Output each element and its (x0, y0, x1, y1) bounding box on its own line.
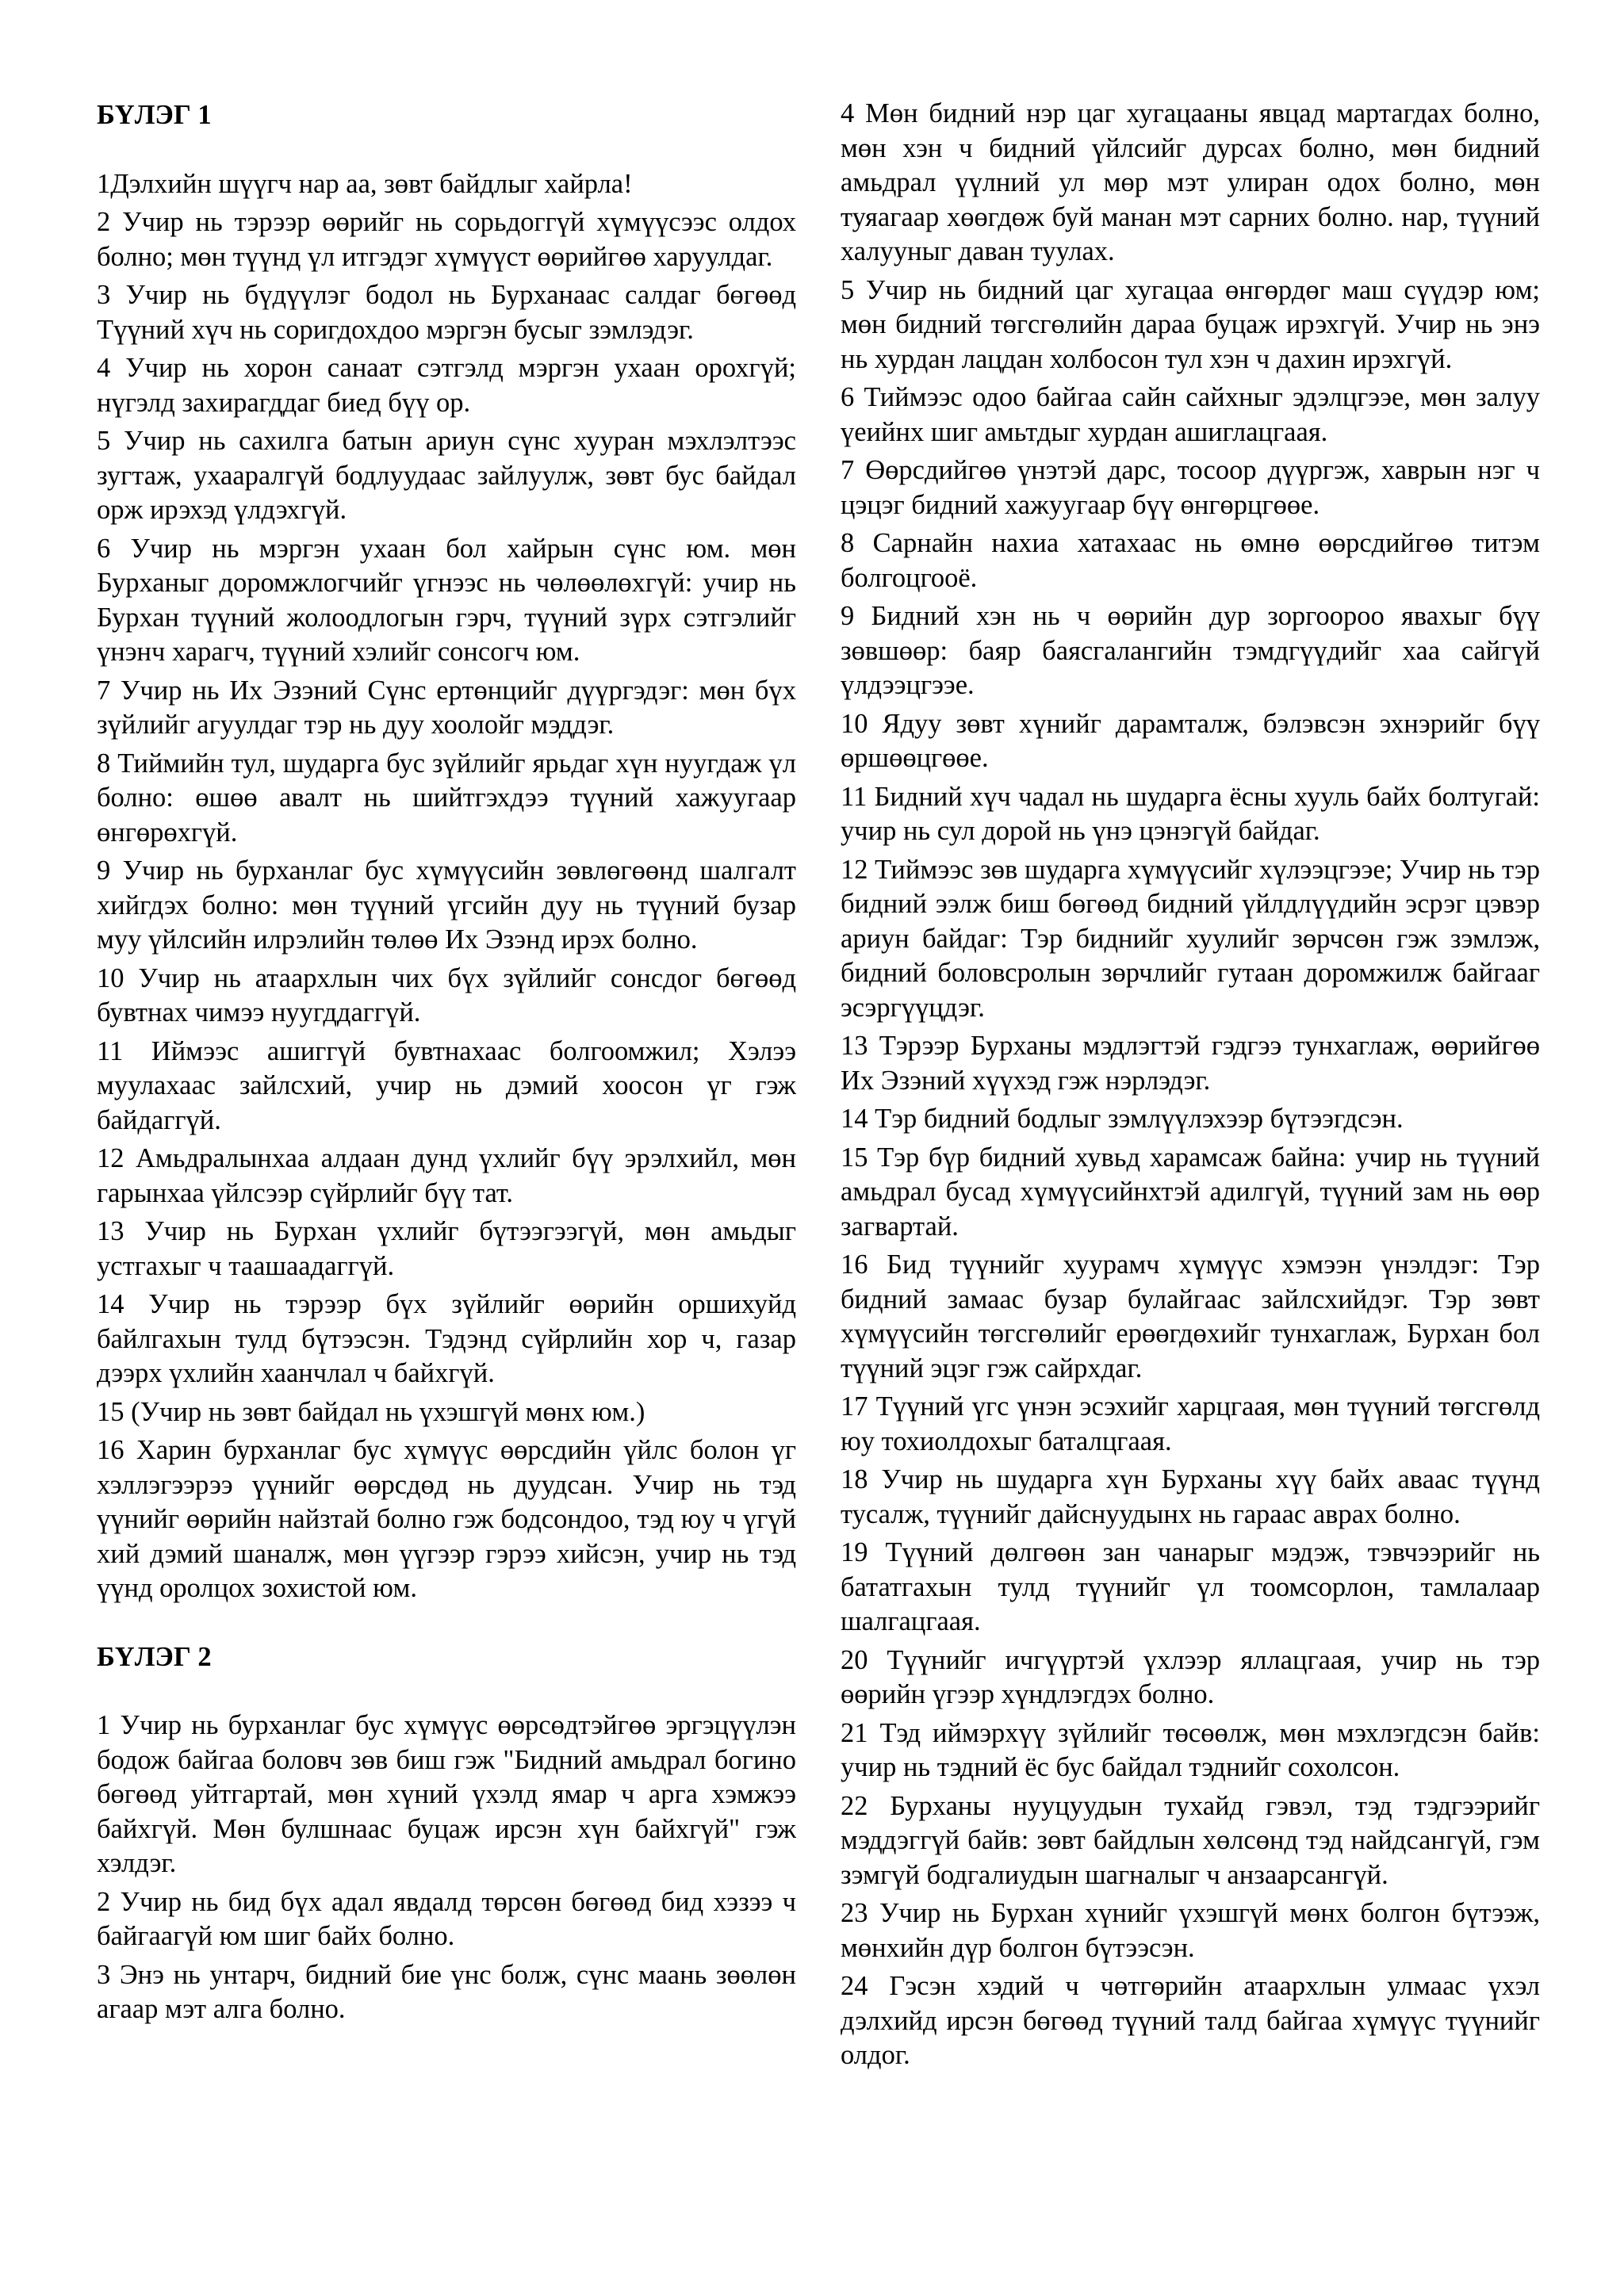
verse: 1 Учир нь бурханлаг бус хүмүүс өөрсөдтэйгөө эргэцүүлэн бодож байгаа боловч зөв биш гэж "Бидний амьдрал богино бөгөөд уйтгартай, мөн хүний үхэлд ямар ч арга хэмжээ байхгүй. Мөн булшнаас буцаж ирсэн хүн байхгүй" гэж хэлдэг. (97, 1710, 796, 1878)
verse: 7 Өөрсдийгөө үнэтэй дарс, тосоор дүүргэж, хаврын нэг ч цэцэг бидний хажуугаар бүү өнгөрцгөөе. (841, 455, 1540, 520)
verse: 3 Энэ нь унтарч, бидний бие үнс болж, сүнс маань зөөлөн агаар мэт алга болно. (97, 1959, 796, 2024)
verse: 21 Тэд иймэрхүү зүйлийг төсөөлж, мөн мэхлэгдсэн байв: учир нь тэдний ёс бус байдал тэднийг сохолсон. (841, 1717, 1540, 1782)
verse: 3 Учир нь бүдүүлэг бодол нь Бурханаас салдаг бөгөөд Түүний хүч нь соригдохдоо мэргэн бусыг зэмлэдэг. (97, 280, 796, 345)
verse: 16 Харин бурханлаг бус хүмүүс өөрсдийн үйлс болон үг хэллэгээрээ үүнийг өөрсдөд нь дуудсан. Учир нь тэд үүнийг өөрийн найзтай болно гэж бодсондоо, тэд юу ч үгүй хий дэмий шаналж, мөн үүгээр гэрээ хийсэн, учир нь тэд үүнд оролцох зохистой юм. (97, 1435, 796, 1603)
verse: 8 Сарнайн нахиа хатахаас нь өмнө өөрсдийгөө титэм болгоцгооё. (841, 528, 1540, 593)
chapter-1-verses (97, 167, 796, 1606)
verse: 23 Учир нь Бурхан хүнийг үхэшгүй мөнх болгон бүтээж, мөнхийн дүр болгон бүтээсэн. (841, 1898, 1540, 1963)
left-column (97, 92, 796, 2031)
verse: 10 Ядуу зөвт хүнийг дарамталж, бэлэвсэн эхнэрийг бүү өршөөцгөөе. (841, 708, 1540, 773)
verse: 13 Учир нь Бурхан үхлийг бүтээгээгүй, мөн амьдыг устгахыг ч таашаадаггүй. (97, 1216, 796, 1281)
verse: 14 Учир нь тэрээр бүх зүйлийг өөрийн оршихуйд байлгахын тулд бүтээсэн. Тэдэнд сүйрлийн хор ч, газар дээрх үхлийн хаанчлал ч байхгүй. (97, 1289, 796, 1388)
verse: 14 Тэр бидний бодлыг зэмлүүлэхээр бүтээгдсэн. (841, 1104, 1404, 1134)
verse: 9 Бидний хэн нь ч өөрийн дур зоргоороо явахыг бүү зөвшөөр: баяр баясгалангийн тэмдгүүдийг хаа сайгүй үлдээцгээе. (841, 601, 1540, 700)
verse: 7 Учир нь Их Эзэний Сүнс ертөнцийг дүүргэдэг: мөн бүх зүйлийг агуулдаг тэр нь дуу хоолойг мэддэг. (97, 675, 796, 740)
verse: 9 Учир нь бурханлаг бус хүмүүсийн зөвлөгөөнд шалгалт хийгдэх болно: мөн түүний үгсийн дуу нь түүний бузар муу үйлсийн илрэлийн төлөө Их Эзэнд ирэх болно. (97, 855, 796, 955)
verse: 4 Учир нь хорон санаат сэтгэлд мэргэн ухаан орохгүй; нүгэлд захирагддаг биед бүү ор. (97, 353, 796, 418)
verse: 24 Гэсэн хэдий ч чөтгөрийн атаархлын улмаас үхэл дэлхийд ирсэн бөгөөд түүний талд байгаа хүмүүс түүнийг олдог. (841, 1971, 1540, 2070)
verse: 22 Бурханы нууцуудын тухайд гэвэл, тэд тэдгээрийг мэддэггүй байв: зөвт байдлын хөлсөнд тэд найдсангүй, гэм зэмгүй бодгалиудын шагналыг ч анзаарсангүй. (841, 1790, 1540, 1890)
verse: 15 Тэр бүр бидний хувьд харамсаж байна: учир нь түүний амьдрал бусад хүмүүсийнхтэй адилгүй, түүний зам нь өөр загвартай. (841, 1142, 1540, 1242)
chapter-2-heading: БҮЛЭГ 2 (97, 1641, 212, 1672)
verse: 16 Бид түүнийг хуурамч хүмүүс хэмээн үнэлдэг: Тэр бидний замаас бузар булайгаас зайлсхийдэг. Тэр зөвт хүмүүсийн төгсгөлийг ерөөгдөхийг тунхаглаж, Бурхан бол түүний эцэг гэж сайрхдаг. (841, 1249, 1540, 1383)
verse: 10 Учир нь атаархлын чих бүх зүйлийг сонсдог бөгөөд бувтнах чимээ нуугддаггүй. (97, 962, 796, 1027)
verse: 15 (Учир нь зөвт байдал нь үхэшгүй мөнх юм.) (97, 1396, 645, 1427)
verse: 8 Тиймийн тул, шударга бус зүйлийг ярьдаг хүн нуугдаж үл болно: өшөө авалт нь шийтгэхдээ түүний хажуугаар өнгөрөхгүй. (97, 748, 796, 848)
verse: 2 Учир нь бид бүх адал явдалд төрсөн бөгөөд бид хэзээ ч байгаагүй юм шиг байх болно. (97, 1886, 796, 1951)
verse: 19 Түүний дөлгөөн зан чанарыг мэдэж, тэвчээрийг нь бататгахын тулд түүнийг үл тоомсорлон, тамлалаар шалгацгаая. (841, 1537, 1540, 1636)
verse: 4 Мөн бидний нэр цаг хугацааны явцад мартагдах болно, мөн хэн ч бидний үйлсийг дурсах болно, мөн бидний амьдрал үүлний ул мөр мэт улиран одох болно, мөн туяагаар хөөгдөж буй манан мэт сарних болно. нар, түүний халууныг даван туулах. (841, 98, 1540, 266)
verse: 6 Учир нь мэргэн ухаан бол хайрын сүнс юм. мөн Бурханыг доромжлогчийг үгнээс нь чөлөөлөхгүй: учир нь Бурхан түүний жолоодлогын гэрч, түүний зүрх сэтгэлийг үнэнч харагч, түүний хэлийг сонсогч юм. (97, 533, 796, 667)
chapter-2-verses-left (97, 1709, 796, 2027)
verse: 12 Амьдралынхаа алдаан дунд үхлийг бүү эрэлхийл, мөн гарынхаа үйлсээр сүйрлийг бүү тат. (97, 1143, 796, 1208)
verse: 12 Тиймээс зөв шударга хүмүүсийг хүлээцгээе; Учир нь тэр бидний ээлж биш бөгөөд бидний үйлдлүүдийн эсрэг цэвэр ариун байдаг: Тэр биднийг хуулийг зөрчсөн гэж зэмлэж, бидний боловсролын зөрчлийг гутаан доромжилж байгааг эсэргүүцдэг. (841, 854, 1540, 1023)
verse: 5 Учир нь бидний цаг хугацаа өнгөрдөг маш сүүдэр юм; мөн бидний төгсгөлийн дараа буцаж ирэхгүй. Учир нь энэ нь хурдан лацдан холбосон тул хэн ч дахин ирэхгүй. (841, 274, 1540, 374)
verse: 20 Түүнийг ичгүүртэй үхлээр яллацгаая, учир нь тэр өөрийн үгээр хүндлэгдэх болно. (841, 1644, 1540, 1709)
verse: 11 Иймээс ашиггүй бувтнахаас болгоомжил; Хэлээ муулахаас зайлсхий, учир нь дэмий хоосон үг гэж байдаггүй. (97, 1035, 796, 1135)
verse: 11 Бидний хүч чадал нь шударга ёсны хууль байх болтугай: учир нь сул дорой нь үнэ цэнэгүй байдаг. (841, 781, 1540, 846)
right-column (841, 97, 1540, 2077)
verse: 18 Учир нь шударга хүн Бурханы хүү байх аваас түүнд тусалж, түүнийг дайснуудынх нь гараас аврах болно. (841, 1464, 1540, 1529)
verse: 1Дэлхийн шүүгч нар аа, зөвт байдлыг хайрла! (97, 168, 633, 199)
verse: 17 Түүний үгс үнэн эсэхийг харцгаая, мөн түүний төгсгөлд юу тохиолдохыг баталцгаая. (841, 1391, 1540, 1456)
verse: 13 Тэрээр Бурханы мэдлэгтэй гэдгээ тунхаглаж, өөрийгөө Их Эзэний хүүхэд гэж нэрлэдэг. (841, 1031, 1540, 1096)
verse: 2 Учир нь тэрээр өөрийг нь сорьдоггүй хүмүүсээс олдох болно; мөн түүнд үл итгэдэг хүмүүст өөрийгөө харуулдаг. (97, 207, 796, 272)
chapter-2-verses-right (841, 97, 1540, 2073)
verse: 6 Тиймээс одоо байгаа сайн сайхныг эдэлцгээе, мөн залуу үеийнх шиг амьтдыг хурдан ашиглацгаая. (841, 382, 1540, 447)
verse: 5 Учир нь сахилга батын ариун сүнс хууран мэхлэлтээс зугтаж, ухааралгүй бодлуудаас зайлуулж, зөвт бус байдал орж ирэхэд үлдэхгүй. (97, 426, 796, 525)
chapter-1-heading: БҮЛЭГ 1 (97, 100, 212, 130)
